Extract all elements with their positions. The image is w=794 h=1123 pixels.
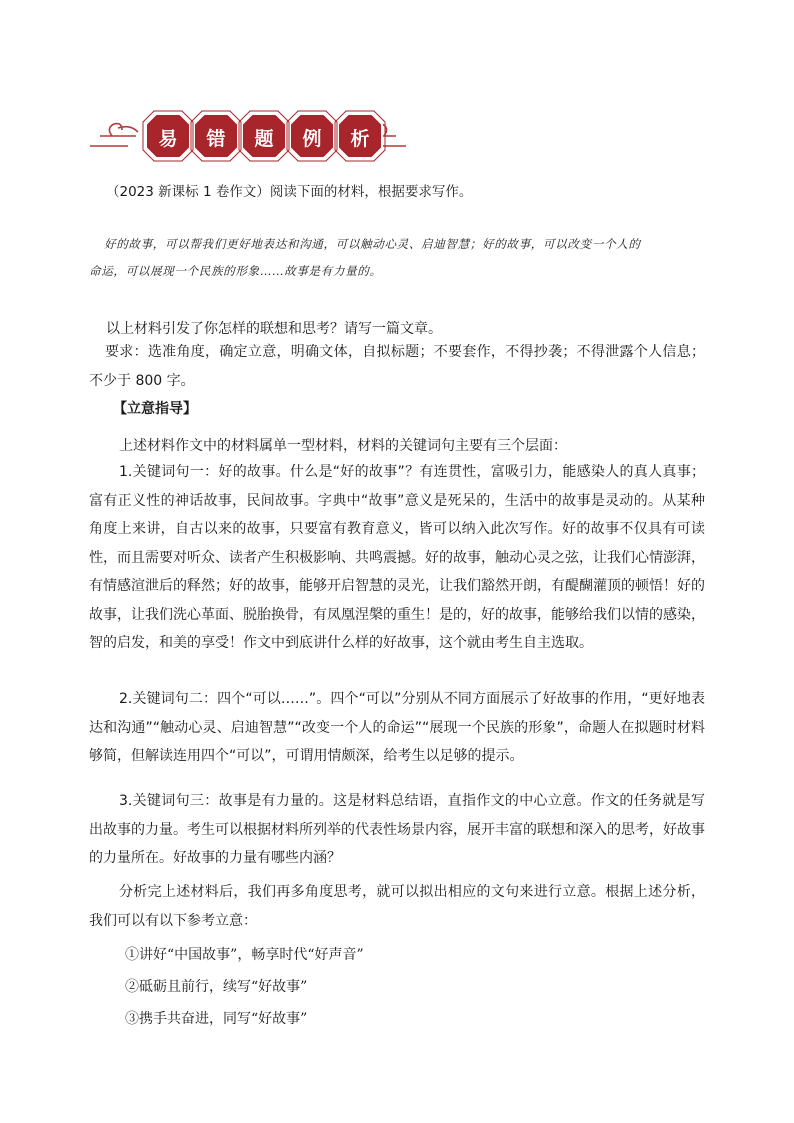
banner-char-5: 析 (350, 127, 370, 150)
guide-intro: 上述材料作文中的材料属单一型材料，材料的关键词句主要有三个层面： (119, 438, 567, 454)
theme-item-2: ②砥砺且前行，续写“好故事” (125, 979, 308, 995)
banner-char-4: 例 (302, 127, 322, 150)
analysis-paragraph: 分析完上述材料后，我们再多角度思考，就可以拟出相应的文句来进行立意。根据上述分析，我们可以有以下参考立意： (89, 884, 705, 929)
banner-char-1: 易 (158, 127, 178, 150)
key-point-2: 2.关键词句二：四个“可以……”。四个“可以”分别从不同方面展示了好故事的作用，“更好地表达和沟通”“触动心灵、启迪智慧”“改变一个人的命运”“展现一个民族的形象”，命题人在拟题时材料够简，但解读连用四个“可以”，可谓用情颇深，给考生以足够的提示。 (89, 691, 705, 764)
key-point-3: 3.关键词句三：故事是有力量的。这是材料总结语，直指作文的中心立意。作文的任务就是写出故事的力量。考生可以根据材料所列举的代表性场景内容，展开丰富的联想和深入的思考，好故事的力量所在。好故事的力量有哪些内涵？ (89, 793, 705, 866)
material-line-1: 好的故事，可以帮我们更好地表达和沟通，可以触动心灵、启迪智慧；好的故事，可以改变一个人的 (104, 237, 641, 251)
question-intro: （2023 新课标 1 卷作文）阅读下面的材料，根据要求写作。 (106, 184, 473, 200)
theme-item-1: ①讲好“中国故事”，畅享时代“好声音” (125, 947, 364, 963)
writing-prompt: 以上材料引发了你怎样的联想和思考？请写一篇文章。 (106, 321, 442, 337)
section-banner (88, 108, 408, 166)
material-line-2: 命运，可以展现一个民族的形象……故事是有力量的。 (89, 264, 382, 278)
guide-heading: 【立意指导】 (113, 401, 197, 417)
key-point-1: 1.关键词句一：好的故事。什么是“好的故事”？有连贯性，富吸引力，能感染人的真人真事；富有正义性的神话故事，民间故事。字典中“故事”意义是死呆的，生活中的故事是灵动的。从某种角度上来讲，自古以来的故事，只要富有教育意义，皆可以纳入此次写作。好的故事不仅具有可读性，而且需要对听众、读者产生积极影响、共鸣震撼。好的故事，触动心灵之弦，让我们心情澎湃，有情感渲泄后的释然；好的故事，能够开启智慧的灵光，让我们豁然开朗，有醍醐灌顶的顿悟！好的故事，让我们洗心革面、脱胎换骨，有凤凰涅槃的重生！是的，好的故事，能够给我们以情的感染，智的启发，和美的享受！作文中到底讲什么样的好故事，这个就由考生自主选取。 (89, 464, 705, 651)
writing-requirement: 要求：选准角度，确定立意，明确文体，自拟标题；不要套作，不得抄袭；不得泄露个人信息；不少于 800 字。 (89, 344, 705, 389)
banner-char-2: 错 (206, 127, 226, 150)
theme-item-3: ③携手共奋进，同写“好故事” (125, 1011, 308, 1027)
banner-char-3: 题 (254, 127, 274, 150)
